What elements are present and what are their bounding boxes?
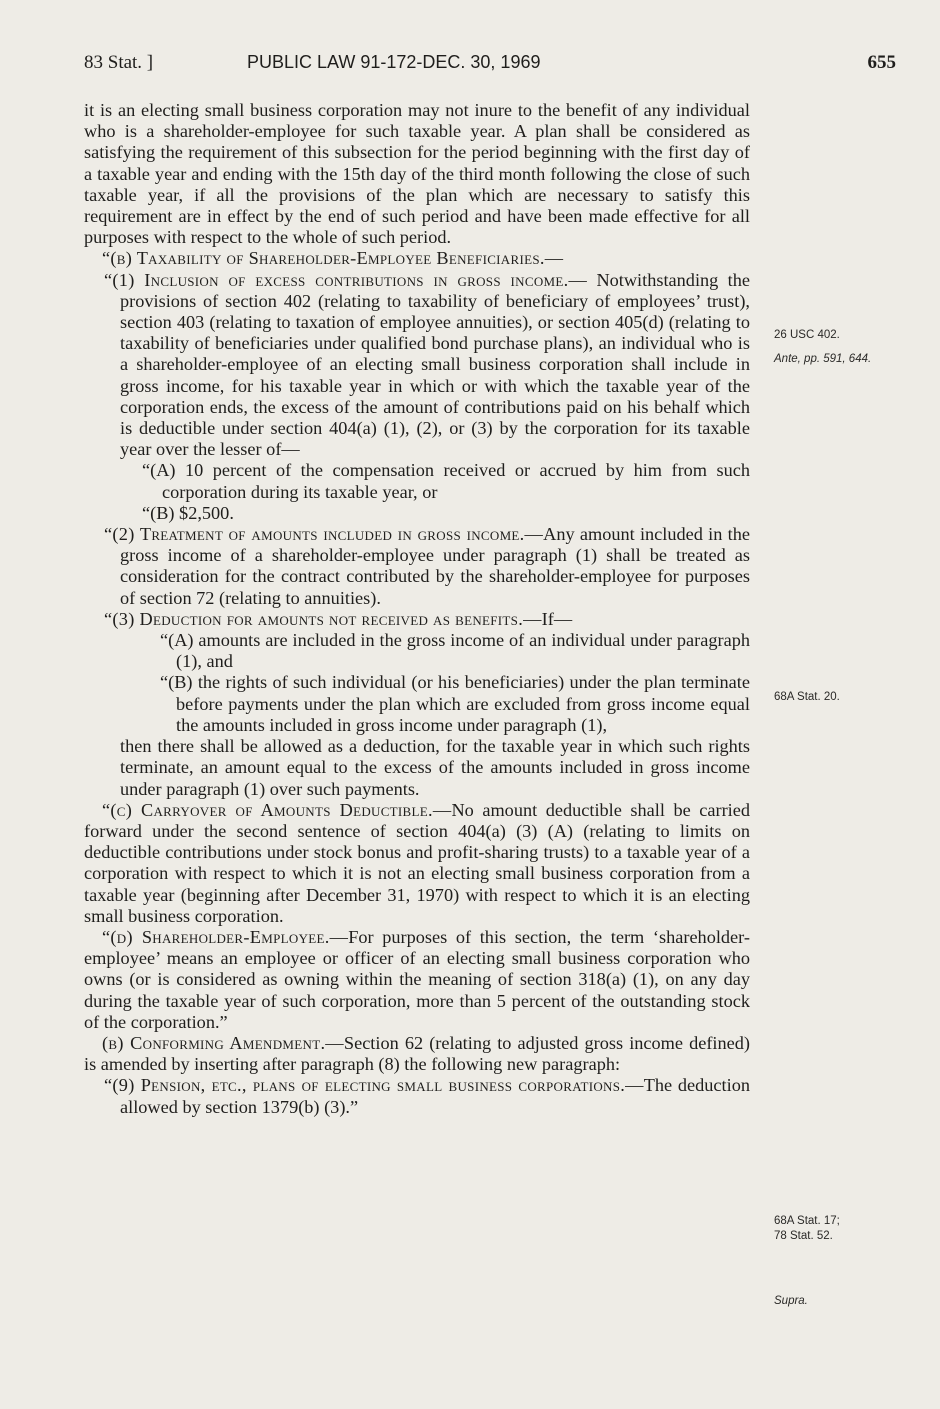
paragraph-9 <box>84 1075 750 1117</box>
clause-b3-b: “(B) the rights of such individual (or his beneficiaries) under the plan terminate before payments under the plan which are excluded from gross income equal the amounts included in gross income under paragraph (1), <box>160 672 750 735</box>
paragraph-9-heading: “(9) Pension, etc., plans of electing small business corporations.— <box>104 1075 644 1096</box>
clause-b3-a: “(A) amounts are included in the gross income of an individual under paragraph (1), and <box>160 630 750 672</box>
subsection-d-text: For purposes of this section, the term ‘shareholder-employee’ means an employee or officer of an electing small business corporation who owns (or is considered as owning within the meaning of section 318(a) (1), on any day during the taxable year of such corporation, more than 5 percent of the outstanding stock of the corporation.” <box>84 926 750 1032</box>
margin-note-68a-stat-17: 68A Stat. 17; 78 Stat. 52. <box>774 1215 840 1242</box>
subsection-c <box>84 800 750 927</box>
paragraph-b3-conclusion: then there shall be allowed as a deduction, for the taxable year in which such rights terminate, an amount equal to the excess of the amounts included in gross income under paragraph (1) over such payments. <box>120 736 750 799</box>
clause-b1-a: “(A) 10 percent of the compensation received or accrued by him from such corporation during its taxable year, or <box>142 460 750 502</box>
paragraph-b1-text: Notwithstanding the provisions of section 402 (relating to taxability of beneficiary of employees’ trust), section 403 (relating to taxation of employee annuities), or section 405(d) (relating to taxability of beneficiaries under qualified bond purchase plans), an individual who is a shareholder-employee of an electing small business corporation shall include in gross income, for his taxable year in which or with which the taxable year of the corporation ends, the excess of the amount of contributions paid on his behalf which is deductible under section 404(a) (1), (2), or (3) by the corporation for its taxable year over the lesser of— <box>120 269 751 460</box>
subsection-c-text: No amount deductible shall be carried forward under the second sentence of section 404(a) (3) (A) (relating to limits on deductible contributions under stock bonus and profit-sharing trusts) to a taxable year of a corporation with respect to which it is not an electing small business corporation from a taxable year (beginning after December 31, 1970) with respect to which it is an electing small business corporation. <box>84 799 750 926</box>
clause-b1-b: “(B) $2,500. <box>142 502 234 523</box>
paragraph-b2-text: Any amount included in the gross income of a shareholder-employee under paragraph (1) shall be treated as consideration for the contract contributed by the shareholder-employee for purposes of section 72 (relating to annuities). <box>120 524 750 608</box>
continuation-paragraph: it is an electing small business corporation may not inure to the benefit of any individual who is a shareholder-employee for such taxable year. A plan shall be considered as satisfying the requirement of this subsection for the period beginning with the first day of a taxable year and ending with the 15th day of the third month following the close of such taxable year, if all the provisions of the plan which are necessary to satisfy this requirement are in effect by the end of such period and have been made effective for all purposes with respect to the whole of such period. <box>84 100 750 248</box>
subsection-d <box>84 927 750 1033</box>
subsection-c-heading: “(c) Carryover of Amounts Deductible.— <box>102 799 452 820</box>
margin-note-supra: Supra. <box>774 1295 808 1307</box>
subsection-d-heading: “(d) Shareholder-Employee.— <box>102 926 349 947</box>
conforming-amendment-text: Section 62 (relating to adjusted gross income defined) is amended by inserting after paragraph (8) the following new paragraph: <box>84 1032 750 1075</box>
page-header <box>84 52 896 82</box>
conforming-amendment-heading: (b) Conforming Amendment.— <box>102 1032 344 1053</box>
conforming-amendment <box>84 1033 750 1075</box>
running-title: PUBLIC LAW 91-172-DEC. 30, 1969 <box>247 52 541 72</box>
margin-note-ante: Ante, pp. 591, 644. <box>774 353 872 365</box>
margin-note-68a-stat-20: 68A Stat. 20. <box>774 691 840 703</box>
paragraph-b1 <box>84 270 750 461</box>
paragraph-b1-heading: “(1) Inclusion of excess contributions in gross income.— <box>104 269 588 290</box>
statute-body <box>84 100 750 1118</box>
paragraph-b3-heading: “(3) Deduction for amounts not received as benefits.— <box>104 608 542 629</box>
paragraph-b3 <box>84 609 750 630</box>
margin-note-26-usc-402: 26 USC 402. <box>774 329 840 341</box>
paragraph-b2 <box>84 524 750 609</box>
page-number: 655 <box>867 52 896 73</box>
paragraph-b2-heading: “(2) Treatment of amounts included in gross income.— <box>104 524 544 545</box>
statute-volume: 83 Stat. ] <box>84 52 154 73</box>
paragraph-b3-lead: If— <box>541 608 573 629</box>
paragraph-9-text: The deduction allowed by section 1379(b) (3).” <box>120 1075 750 1117</box>
subsection-b-heading: “(b) Taxability of Shareholder-Employee Beneficiaries.— <box>102 248 564 269</box>
